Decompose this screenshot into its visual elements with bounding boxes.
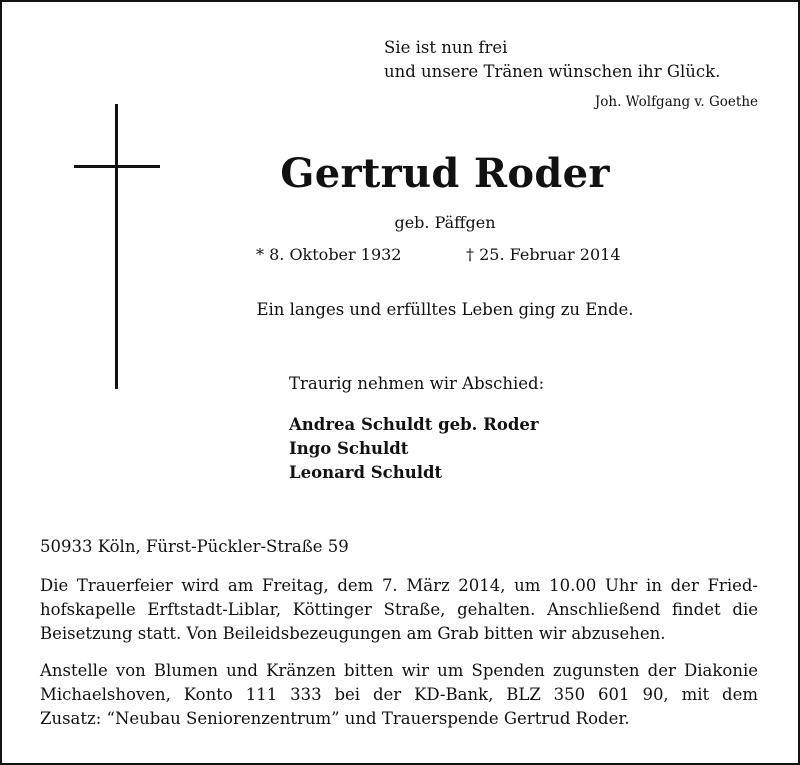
farewell-text: Traurig nehmen wir Abschied: (289, 374, 545, 393)
family-address: 50933 Köln, Fürst-Pückler-Straße 59 (40, 537, 349, 556)
funeral-info-line: hofskapelle Erftstadt-Liblar, Köttinger Straße, gehalten. Anschließend findet die (40, 600, 758, 619)
cross-horizontal-bar (74, 165, 160, 168)
donation-info (40, 659, 758, 731)
birth-name: geb. Päffgen (394, 213, 496, 232)
quote-line: und unsere Tränen wünschen ihr Glück. (384, 62, 721, 81)
donation-info-line: Zusatz: “Neubau Seniorenzentrum” und Trauerspende Gertrud Roder. (40, 709, 630, 728)
cross-vertical-bar (115, 104, 118, 389)
quote-line: Sie ist nun frei (384, 38, 508, 57)
quote (384, 36, 720, 84)
donation-info-line: Michaelshoven, Konto 111 333 bei der KD-Bank, BLZ 350 601 90, mit dem (40, 685, 758, 704)
mourner-name: Leonard Schuldt (289, 463, 443, 482)
funeral-info (40, 574, 758, 646)
mourner-name: Ingo Schuldt (289, 439, 409, 458)
funeral-info-line: Beisetzung statt. Von Beileidsbezeugungen am Grab bitten wir abzusehen. (40, 624, 666, 643)
deceased-name: Gertrud Roder (280, 150, 610, 197)
funeral-info-line: Die Trauerfeier wird am Freitag, dem 7. März 2014, um 10.00 Uhr in der Fried- (40, 576, 758, 595)
death-date: † 25. Februar 2014 (466, 245, 621, 264)
donation-info-line: Anstelle von Blumen und Kränzen bitten wir um Spenden zugunsten der Diakonie (40, 661, 758, 680)
mourners-list (289, 413, 539, 485)
mourner-name: Andrea Schuldt geb. Roder (289, 415, 539, 434)
life-text: Ein langes und erfülltes Leben ging zu Ende. (256, 300, 634, 319)
quote-author: Joh. Wolfgang v. Goethe (594, 94, 758, 110)
birth-date: * 8. Oktober 1932 (256, 245, 402, 264)
